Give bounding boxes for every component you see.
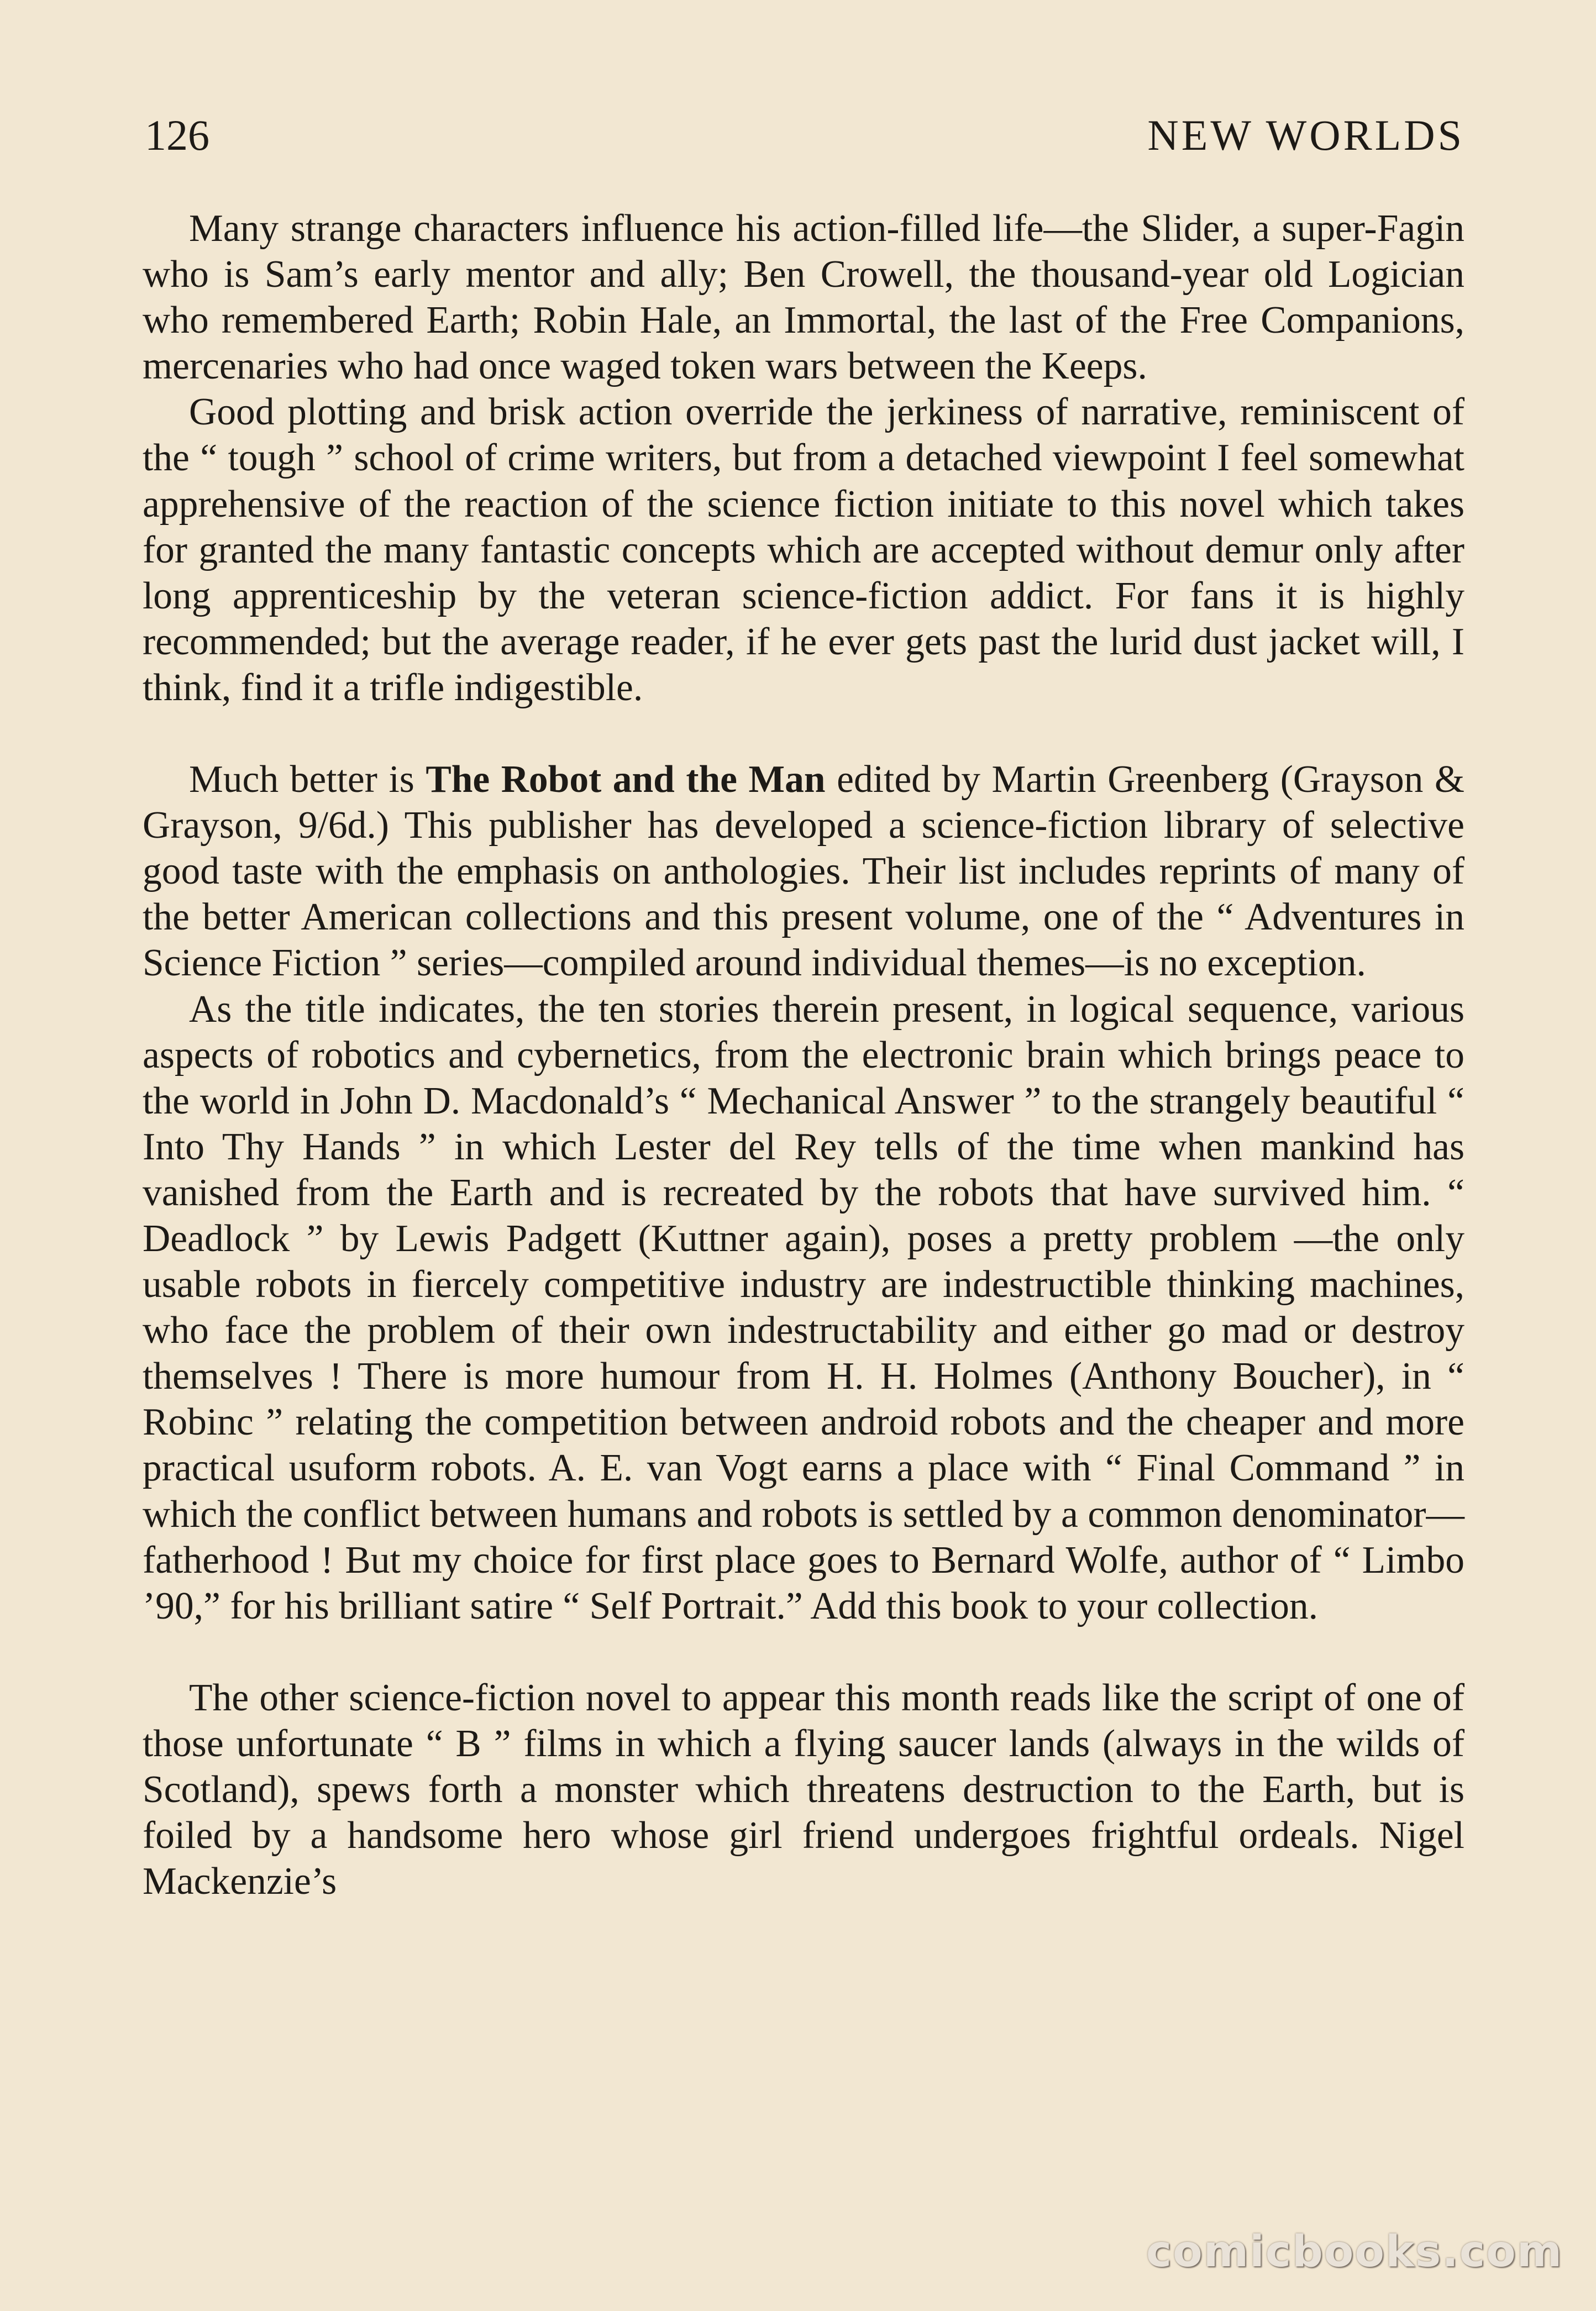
paragraph-other-novel: The other science-fiction novel to appear this month reads like the script of one of those unfortunate “ B ” films in which a flying saucer lands (always in the wilds of Scotland), spews forth a monster which threatens destruction to the Earth, but is foiled by a handsome hero whose girl friend undergoes frightful ordeals. Nigel Mackenzie’s (143, 1676, 1464, 1903)
paragraph-characters: Many strange characters influence his action-filled life—the Slider, a super-Fagin who is Sam’s early mentor and ally; Ben Crowell, the thousand-year old Logician who remembered Earth; Robin Hale, an Immortal, the last of the Free Companions, mercenaries who had once waged token wars between the Keeps. (143, 207, 1464, 388)
paragraph-robot-stories: As the title indicates, the ten stories therein present, in logical sequence, various aspects of robotics and cybernetics, from the electronic brain which brings peace to the world in John D. Macdonald’s “ Mechanical Answer ” to the strangely beautiful “ Into Thy Hands ” in which Lester del Rey tells of the time when mankind has vanished from the Earth and is recreated by the robots that have survived him. “ Deadlock ” by Lewis Padgett (Kuttner again), poses a pretty problem —the only usable robots in fiercely competitive industry are indestructible thinking machines, who face the problem of their own indestructability and either go mad or destroy themselves ! There is more humour from H. H. Holmes (Anthony Boucher), in “ Robinc ” relating the competition between android robots and the cheaper and more practical usuform robots. A. E. van Vogt earns a place with “ Final Command ” in which the conflict between humans and robots is settled by a common denominator—fatherhood ! But my choice for first place goes to Bernard Wolfe, author of “ Limbo ’90,” for his brilliant satire “ Self Portrait.” Add this book to your collection. (143, 988, 1464, 1627)
running-head: NEW WORLDS (1147, 111, 1464, 159)
article-body (143, 206, 1464, 1904)
page-number: 126 (145, 111, 209, 159)
paragraph-robot-and-the-man (143, 757, 1464, 986)
paragraph-plotting-review: Good plotting and brisk action override the jerkiness of narrative, reminiscent of the “ tough ” school of crime writers, but from a detached viewpoint I feel somewhat apprehensive of the reaction of the science fiction initiate to this novel which takes for granted the many fantastic concepts which are accepted without demur only after long apprenticeship by the veteran science-fiction addict. For fans it is highly recommended; but the average reader, if he ever gets past the lurid dust jacket will, I think, find it a trifle indigestible. (143, 391, 1464, 709)
page-header (145, 111, 1464, 160)
paragraph-lead-text: Much better is (189, 758, 426, 801)
paragraph-continuation-text: edited by Martin Greenberg (Grayson & Grayson, 9/6d.) This publisher has developed a science-fiction library of selective good taste with the emphasis on anthologies. Their list includes reprints of many of the better American collections and this present volume, one of the “ Adventures in Science Fiction ” series—compiled around individual themes—is no exception. (143, 758, 1464, 985)
watermark-logo: comicbooks.com (1146, 2227, 1563, 2277)
book-title: The Robot and the Man (426, 758, 826, 801)
